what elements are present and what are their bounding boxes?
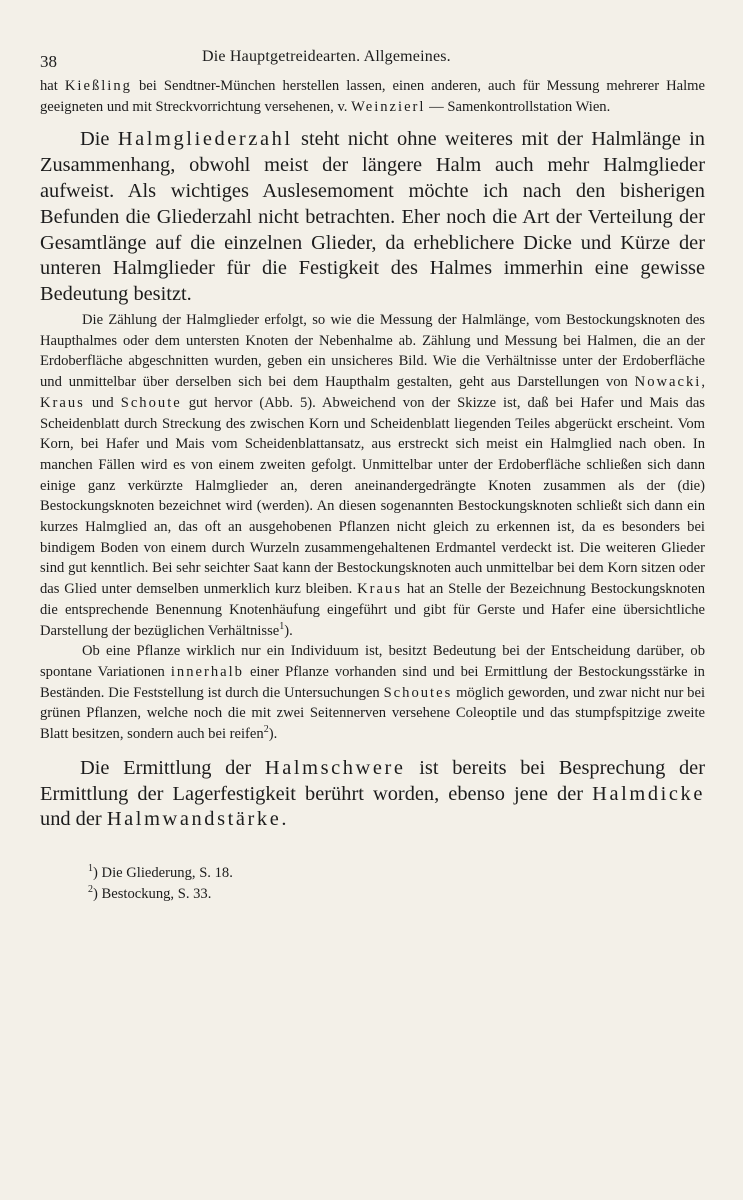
footnote-reference: 1 xyxy=(279,620,285,632)
author-name: Kraus xyxy=(357,581,402,598)
term-emphasis: Halmschwere xyxy=(264,756,406,779)
paragraph-zaehlung xyxy=(40,310,705,641)
author-name: Nowacki xyxy=(634,374,702,391)
text-run: gut hervor (Abb. 5). Abweichend von der Skizze ist, daß bei Hafer und Mais das Scheidenblatt durch Streckung des zwischen Korn und Scheidenblatt liegenden Teiles abgerückt erscheint. Vom Korn, bei Hafer und Mais vom Scheidenblattansatz, aus erstreckt sich meist ein Halmglied nach oben. In manchen Fällen wird es von einem zweiten gefolgt. Unmittelbar unter der Erdoberfläche schließen sich dann einige ganz verkürzte Halmglieder an, deren aneinandergedrängte Knoten zusammen als der (die) Bestockungsknoten bezeichnet wird (werden). An diesen sogenannten Bestockungsknoten schließt sich dann ein kurzes Halmglied an, das oft an ausgehobenen Pflanzen nicht gleich zu erkennen ist, da es besonders bei bindigem Boden von einem durch Wurzeln zusammengehaltenen Erdmantel verdeckt ist. Die weiteren Glieder sind gut kenntlich. Bei sehr seichter Saat kann der Bestockungsknoten auch unmittelbar bei dem Korn sitzen oder das Glied unter demselben unmerklich kurz bleiben. xyxy=(40,394,705,598)
paragraph-halmschwere xyxy=(40,756,705,833)
author-name: Weinzierl xyxy=(351,98,426,115)
text-run: steht nicht ohne weiteres mit der Halmlänge in Zusammenhang, obwohl meist der längere Halm auch mehr Halmglieder aufweist. Als wichtiges Auslesemoment möchte ich nach den bisherigen Befunden die Gliederzahl nicht betrachten. Eher noch die Art der Verteilung der Gesamtlänge auf die einzelnen Glieder, da erheblichere Dicke und Kürze der unteren Halmglieder für die Festigkeit des Halmes immerhin eine gewisse Bedeutung besitzt. xyxy=(40,128,705,306)
text-run: hat an Stelle der Bezeichnung Bestockungsknoten die entsprechende Benennung Knotenhäufung eingeführt und gibt für Gerste und Hafer eine übersichtliche Darstellung der bezüglichen Verhältnisse xyxy=(40,581,705,639)
author-name: Schoutes xyxy=(383,684,453,701)
text-run: und xyxy=(84,394,121,411)
text-run: und der xyxy=(40,808,107,831)
text-run: hat xyxy=(40,78,65,94)
text-run: Ob eine Pflanze wirklich nur ein Individuum ist, besitzt Bedeutung bei der Entscheidung darüber, ob spontane Variationen xyxy=(40,643,705,680)
term-emphasis: Halmdicke xyxy=(592,782,705,805)
author-name: Schoute xyxy=(120,394,182,411)
page-number: 38 xyxy=(40,52,57,71)
text-run: einer Pflanze vorhanden sind und bei Ermittlung der Bestockungsstärke in Beständen. Die Feststellung ist durch die Untersuchungen xyxy=(40,663,705,701)
author-name: Kießling xyxy=(64,78,132,94)
text-run: möglich geworden, und zwar nicht nur bei grünen Pflanzen, welche noch die mit zwei Seitennerven versehene Coleoptile und das stumpfspitzige zweite Blatt besitzen, sondern auch bei reifen xyxy=(40,684,706,743)
running-head: Die Hauptgetreidearten. Allgemeines. xyxy=(202,48,451,65)
text-run: Die xyxy=(80,128,118,151)
term-emphasis: Halmwandstärke xyxy=(106,808,282,831)
footnote-mark-close: ) xyxy=(93,886,98,903)
page-header xyxy=(40,44,705,76)
paragraph-individuum xyxy=(40,641,705,745)
footnote-mark: 1 xyxy=(88,863,93,875)
text-run: Die Zählung der Halmglieder erfolgt, so wie die Messung der Halmlänge, vom Bestockungsknoten des Haupthalmes oder dem untersten Knoten der Nebenhalme ab. Zählung und Messung bei Halmen, die an der Erdoberfläche abgeschnitten wurden, geben ein unsicheres Bild. Wie die Verhältnisse unter der Erdoberfläche und unmittelbar über derselben sich bei dem Haupthalm gestalten, geht aus Darstellungen von xyxy=(40,311,705,391)
text-run: bei Sendtner-München herstellen lassen, einen anderen, auch für Messung mehrerer Halme geeigneten und mit Streckvorrichtung versehenen, v. xyxy=(40,78,705,115)
term-emphasis: innerhalb xyxy=(170,663,244,680)
footnotes xyxy=(40,863,705,905)
text-run: ). xyxy=(284,622,293,639)
text-run: , xyxy=(701,374,705,391)
footnote-mark-close: ) xyxy=(93,865,98,882)
footnote-mark: 2 xyxy=(88,884,93,896)
footnote-text: Die Gliederung, S. 18. xyxy=(97,865,233,882)
text-run: ist bereits bei Besprechung der Ermittlung der Lagerfestigkeit berührt worden, ebenso jene der xyxy=(40,756,705,805)
paragraph-continuation xyxy=(40,76,705,117)
footnote-2 xyxy=(88,884,705,905)
term-emphasis: Halmgliederzahl xyxy=(117,128,293,151)
author-name: Kraus xyxy=(40,394,85,411)
text-run: . xyxy=(281,808,287,831)
paragraph-halmgliederzahl xyxy=(40,127,705,308)
text-run: Die Ermittlung der xyxy=(80,756,265,779)
footnote-1 xyxy=(88,863,705,884)
text-run: — Samenkontrollstation Wien. xyxy=(425,98,611,115)
footnote-text: Bestockung, S. 33. xyxy=(97,886,212,903)
text-run: ). xyxy=(268,726,278,743)
footnote-reference: 2 xyxy=(263,724,269,736)
